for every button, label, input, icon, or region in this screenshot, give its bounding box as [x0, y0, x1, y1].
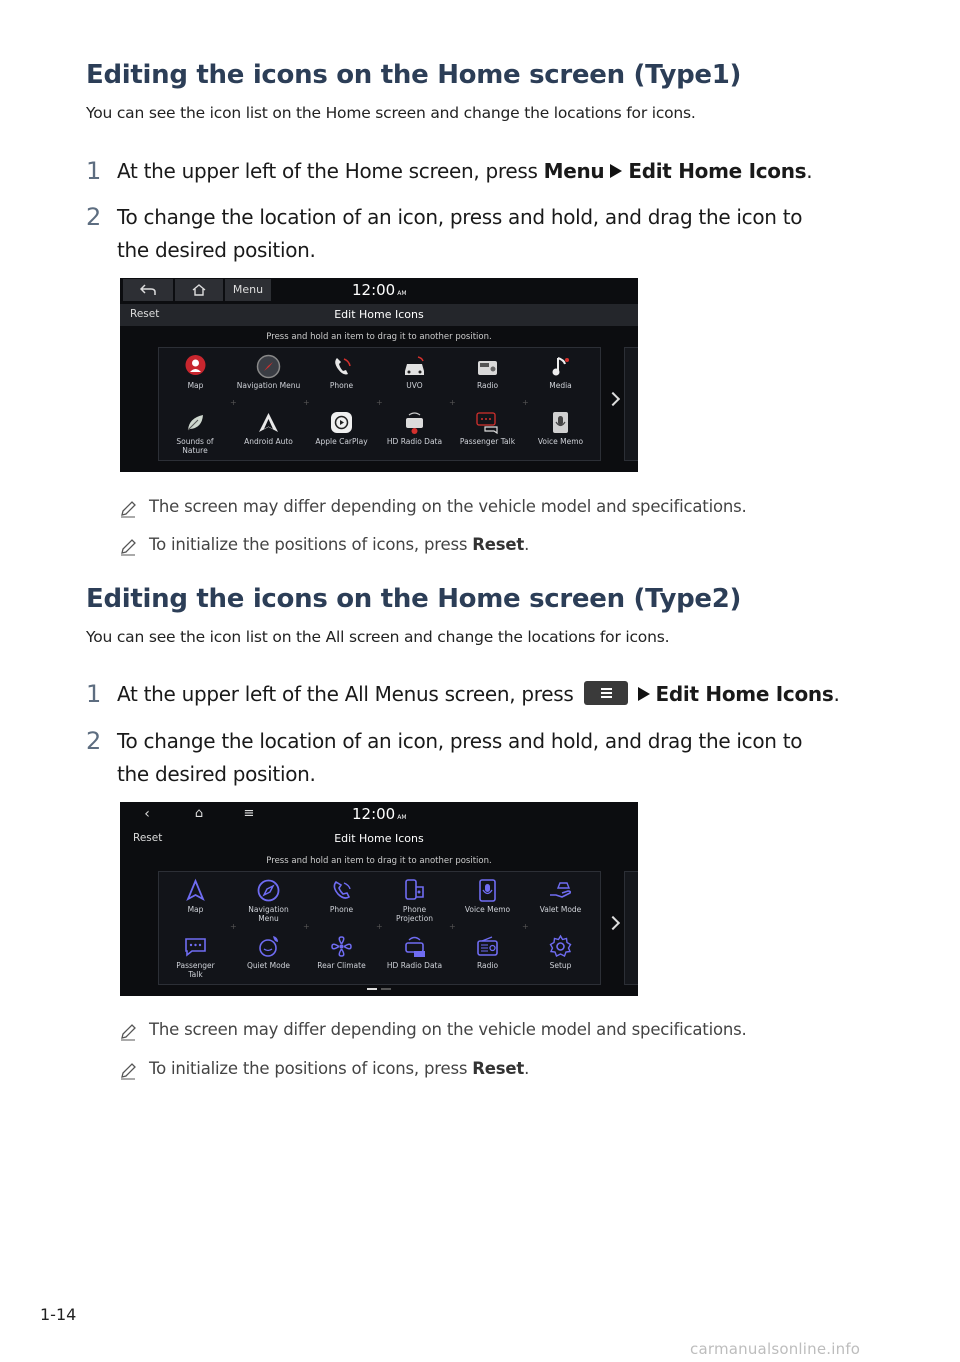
screen-type1 — [120, 278, 638, 472]
step-2 — [86, 201, 886, 267]
icon-item-voice-memo[interactable]: Voice Memo — [451, 872, 524, 928]
back-button[interactable]: ‹ — [144, 806, 150, 822]
icon-item-navigation-menu[interactable]: Navigation Menu — [232, 348, 305, 404]
section-heading: Editing the icons on the Home screen (Type1) — [86, 60, 742, 90]
section-intro: You can see the icon list on the All screen and change the locations for icons. — [86, 628, 670, 646]
map-pin-icon — [183, 354, 208, 379]
step-text: To change the location of an icon, press and hold, and drag the icon to — [117, 205, 803, 229]
step-text: To change the location of an icon, press and hold, and drag the icon to — [117, 729, 803, 753]
hd-radio-icon — [402, 410, 427, 435]
icon-item-phone-projection[interactable]: Phone Projection — [378, 872, 451, 928]
edit-home-icons-label: Edit Home Icons — [628, 159, 807, 183]
music-note-icon — [548, 354, 573, 379]
drag-hint: Press and hold an item to drag it to another position. — [266, 332, 492, 342]
icon-grid: Map Navigation Menu Phone Phone Projection Voice Memo Valet Mode Passenger Talk Quiet Mode Rear Climate HD Radio Data Radio Setup + + + + + — [158, 871, 601, 985]
arrow-right-icon — [638, 687, 650, 701]
step-text: At the upper left of the Home screen, press — [117, 159, 544, 183]
pencil-icon — [119, 1023, 137, 1041]
step-text-cont: the desired position. — [117, 762, 316, 786]
step-number: 2 — [86, 727, 101, 755]
pencil-icon — [119, 1062, 137, 1080]
reset-label: Reset — [472, 535, 525, 554]
fan-icon — [329, 934, 354, 959]
step-2 — [86, 725, 886, 791]
icon-item-quiet-mode[interactable]: Quiet Mode — [232, 928, 305, 984]
icon-item-radio[interactable]: Radio — [451, 348, 524, 404]
next-page-panel — [624, 871, 638, 985]
speech-bubble-icon — [183, 934, 208, 959]
icon-item-phone[interactable]: Phone — [305, 348, 378, 404]
valet-hand-icon — [548, 878, 573, 903]
title-bar — [120, 828, 638, 850]
icon-item-valet-mode[interactable]: Valet Mode — [524, 872, 597, 928]
title-bar — [120, 304, 638, 326]
screen-type2 — [120, 802, 638, 996]
section-intro: You can see the icon list on the Home screen and change the locations for icons. — [86, 104, 696, 122]
icon-item-passenger-talk[interactable]: Passenger Talk — [159, 928, 232, 984]
compass-icon — [256, 878, 281, 903]
speech-bubble-icon — [475, 410, 500, 435]
leaf-icon — [183, 410, 208, 435]
icon-item-uvo[interactable]: UVO — [378, 348, 451, 404]
pencil-icon — [119, 500, 137, 518]
quiet-mode-icon — [256, 934, 281, 959]
hd-radio-icon — [402, 934, 427, 959]
next-page-panel — [624, 347, 638, 461]
chevron-right-icon[interactable] — [606, 916, 620, 930]
edit-home-icons-label: Edit Home Icons — [655, 682, 834, 706]
back-button[interactable] — [123, 279, 173, 301]
note-1 — [86, 497, 886, 521]
icon-item-setup[interactable]: Setup — [524, 928, 597, 984]
step-number: 2 — [86, 203, 101, 231]
home-button[interactable] — [175, 279, 223, 301]
icon-item-hd-radio-data[interactable]: HD Radio Data — [378, 404, 451, 460]
section-heading: Editing the icons on the Home screen (Type2) — [86, 584, 742, 614]
clock: 12:00 AM — [352, 281, 407, 299]
radio-icon — [475, 354, 500, 379]
step-1: 1 At the upper left of the Home screen, press Menu Edit Home Icons. — [86, 155, 886, 188]
step-1: 1 At the upper left of the All Menus screen, press Edit Home Icons. — [86, 678, 886, 711]
screen-title: Edit Home Icons — [334, 832, 424, 845]
watermark: carmanualsonline.info — [690, 1340, 861, 1358]
home-button[interactable]: ⌂ — [194, 806, 204, 821]
section-type1 — [86, 60, 886, 122]
gear-icon — [548, 934, 573, 959]
icon-item-sounds-of-nature[interactable]: Sounds of Nature — [159, 404, 232, 460]
back-arrow-icon — [140, 284, 156, 296]
reset-button[interactable]: Reset — [130, 308, 160, 320]
microphone-icon — [548, 410, 573, 435]
drag-hint: Press and hold an item to drag it to another position. — [266, 856, 492, 866]
page-number: 1-14 — [40, 1305, 77, 1324]
radio-icon — [475, 934, 500, 959]
note-1 — [86, 1020, 886, 1044]
icon-item-navigation-menu[interactable]: Navigation Menu — [232, 872, 305, 928]
note-text: The screen may differ depending on the vehicle model and specifications. — [149, 497, 747, 516]
carplay-icon — [329, 410, 354, 435]
icon-item-voice-memo[interactable]: Voice Memo — [524, 404, 597, 460]
icon-item-media[interactable]: Media — [524, 348, 597, 404]
step-text: At the upper left of the All Menus screen, press — [117, 682, 580, 706]
microphone-icon — [475, 878, 500, 903]
clock: 12:00 AM — [352, 805, 407, 823]
page-indicator — [381, 988, 391, 990]
step-text-cont: the desired position. — [117, 238, 316, 262]
menu-button[interactable]: Menu — [225, 279, 271, 301]
note-text: To initialize the positions of icons, press Reset. — [149, 535, 530, 554]
menu-button[interactable]: ≡ — [243, 806, 255, 821]
icon-item-map[interactable]: Map — [159, 348, 232, 404]
screen-title: Edit Home Icons — [334, 308, 424, 321]
phone-projection-icon — [402, 878, 427, 903]
pencil-icon — [119, 538, 137, 556]
navigation-arrow-icon — [183, 878, 208, 903]
home-icon — [192, 284, 206, 296]
icon-item-phone[interactable]: Phone — [305, 872, 378, 928]
note-text: The screen may differ depending on the vehicle model and specifications. — [149, 1020, 747, 1039]
step-number: 1 — [86, 680, 101, 708]
page-indicator-active — [367, 988, 377, 990]
icon-item-passenger-talk[interactable]: Passenger Talk — [451, 404, 524, 460]
android-auto-icon — [256, 410, 281, 435]
car-icon — [402, 354, 427, 379]
icon-item-radio[interactable]: Radio — [451, 928, 524, 984]
top-bar — [120, 802, 638, 828]
menu-icon — [584, 681, 628, 705]
menu-label: Menu — [543, 159, 605, 183]
arrow-right-icon — [610, 164, 622, 178]
chevron-right-icon[interactable] — [606, 392, 620, 406]
phone-icon — [329, 878, 354, 903]
reset-label: Reset — [472, 1059, 525, 1078]
note-2 — [86, 535, 886, 559]
note-2 — [86, 1059, 886, 1083]
reset-button[interactable]: Reset — [133, 832, 163, 844]
note-text: To initialize the positions of icons, press Reset. — [149, 1059, 530, 1078]
icon-item-android-auto[interactable]: Android Auto — [232, 404, 305, 460]
section-type2 — [86, 584, 886, 646]
compass-icon — [256, 354, 281, 379]
icon-item-rear-climate[interactable]: Rear Climate — [305, 928, 378, 984]
top-bar — [120, 278, 638, 304]
icon-grid: Map Navigation Menu Phone UVO Radio Media Sounds of Nature Android Auto Apple CarPlay HD Radio Data Passenger Talk Voice Memo + + + + + — [158, 347, 601, 461]
icon-item-hd-radio-data[interactable]: HD Radio Data — [378, 928, 451, 984]
icon-item-map[interactable]: Map — [159, 872, 232, 928]
step-number: 1 — [86, 157, 101, 185]
icon-item-apple-carplay[interactable]: Apple CarPlay — [305, 404, 378, 460]
phone-icon — [329, 354, 354, 379]
